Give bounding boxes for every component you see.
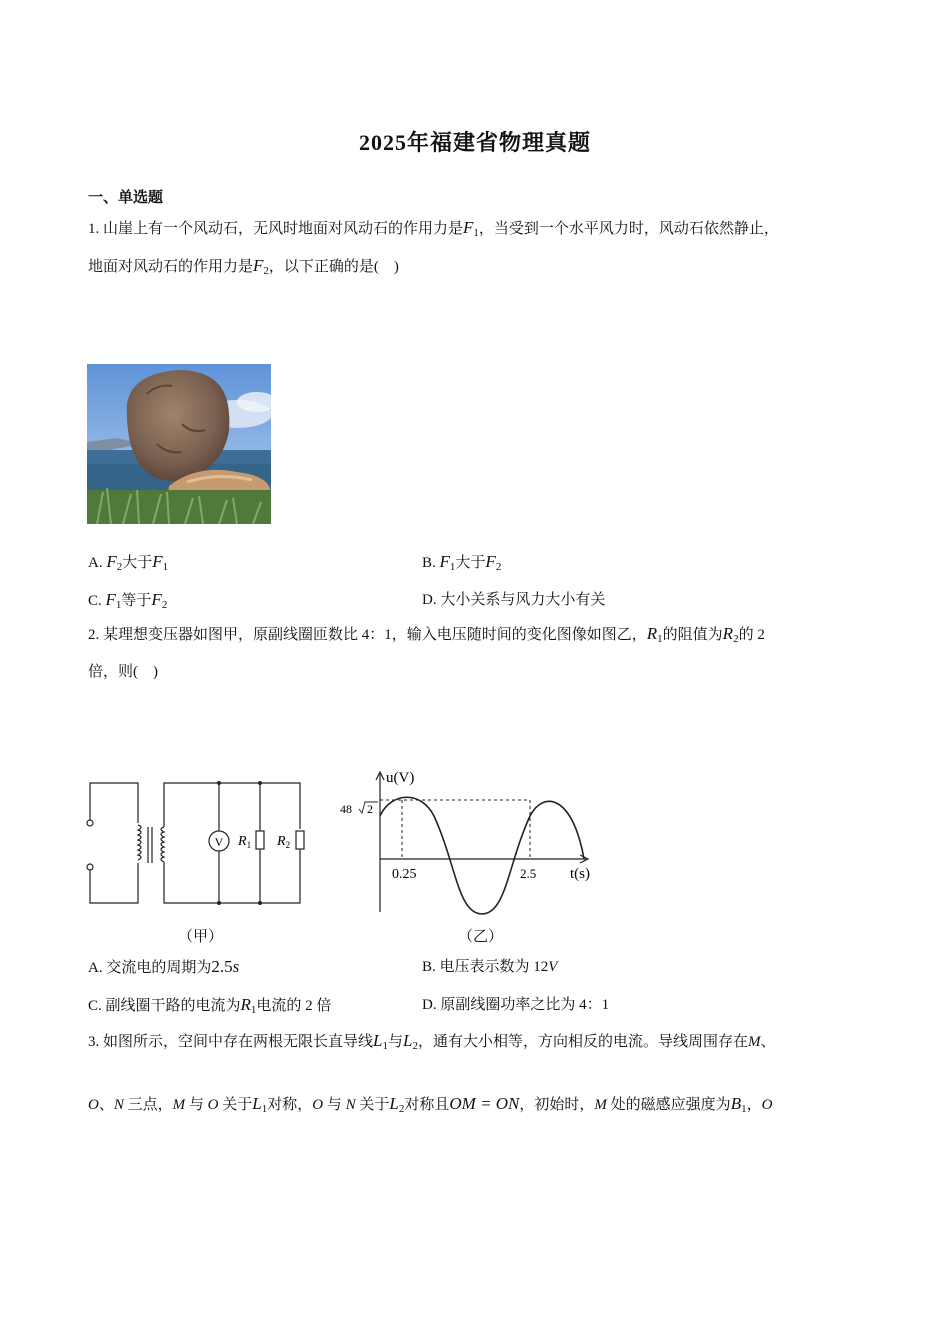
q1-text: 地面对风动石的作用力是	[88, 259, 254, 275]
q1-option-b[interactable]: B. $F_1$大于$F_2$	[422, 552, 502, 573]
q2-line-1: 2. 某理想变压器如图甲，原副线圈匝数比 4：1，输入电压随时间的变化图像如图乙，$R_1$的阻值为$R_2$的 2	[88, 624, 765, 645]
rock-photo	[87, 364, 271, 524]
voltage-time-graph	[336, 764, 606, 920]
math-F2: $F_2$	[253, 256, 269, 277]
page-title: 2025年福建省物理真题	[358, 130, 591, 155]
x-tick-label-0.25: 0.25	[392, 867, 417, 882]
y-tick-root: 2	[367, 802, 373, 816]
q1-line-1	[88, 217, 779, 244]
q2-option-b[interactable]: B. 电压表示数为 12V	[422, 959, 558, 975]
x-tick-label-2.5: 2.5	[520, 866, 537, 881]
q1-text: ，以下正确的是( )	[268, 259, 399, 275]
q2-line-2: 倍，则( )	[88, 664, 158, 680]
q1-text: ，当受到一个水平风力时，风动石依然静止，	[478, 221, 779, 237]
r1-label: $R_1$	[238, 834, 252, 850]
q2-option-c[interactable]: C. 副线圈干路的电流为$R_1$电流的 2 倍	[88, 995, 332, 1016]
y-axis-label: u(V)	[386, 770, 415, 786]
figure-caption-yi: （乙）	[458, 929, 504, 945]
q1-option-c[interactable]: C. $F_1$等于$F_2$	[88, 590, 168, 611]
q1-text: 1. 山崖上有一个风动石，无风时地面对风动石的作用力是	[88, 221, 464, 237]
q1-option-a[interactable]: A. $F_2$大于$F_1$	[88, 552, 169, 573]
transformer-circuit-diagram	[84, 775, 314, 915]
section-heading: 一、单选题	[88, 188, 164, 206]
y-tick-label: 48	[340, 802, 352, 816]
figure-caption-jia: （甲）	[178, 929, 224, 945]
q2-option-a[interactable]: A. 交流电的周期为2.5s	[88, 957, 240, 976]
voltmeter-symbol: V	[214, 835, 224, 849]
math-F1: $F_1$	[463, 218, 479, 239]
x-axis-label: t(s)	[570, 866, 590, 882]
q3-line-2: O、N 三点，M 与 O 关于$L_1$对称，O 与 N 关于$L_2$对称且OM = ON，初始时，M 处的磁感应强度为$B_1$，O	[88, 1094, 773, 1115]
q1-line-2	[88, 255, 399, 282]
q1-option-d[interactable]: D. 大小关系与风力大小有关	[422, 592, 606, 608]
q2-option-d[interactable]: D. 原副线圈功率之比为 4：1	[422, 997, 610, 1013]
q3-line-1: 3. 如图所示，空间中存在两根无限长直导线$L_1$与$L_2$，通有大小相等，方向相反的电流。导线周围存在M、	[88, 1031, 776, 1052]
r2-label: $R_2$	[277, 834, 291, 850]
